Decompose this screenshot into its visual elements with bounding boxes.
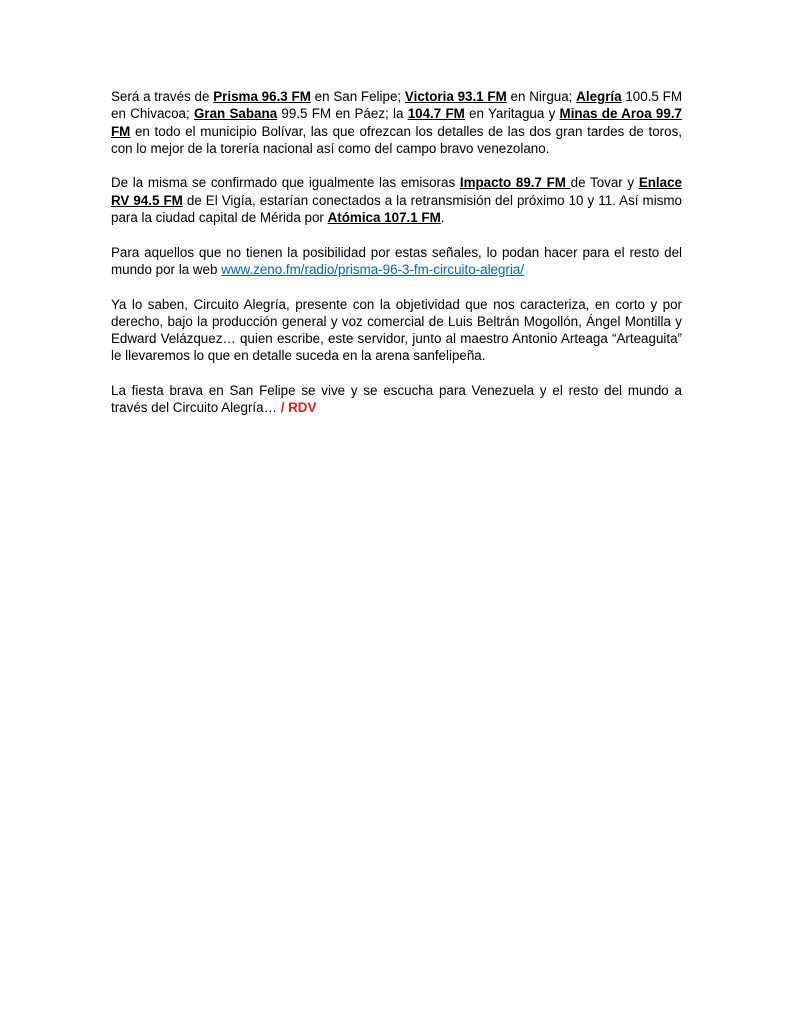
station-atomica: Atómica 107.1 FM <box>327 210 441 226</box>
station-gran-sabana: Gran Sabana <box>193 106 278 122</box>
paragraph-stations <box>111 88 682 157</box>
text-run: 99.5 FM en Páez; la <box>277 106 408 122</box>
station-prisma: Prisma 96.3 FM <box>213 89 311 104</box>
paragraph-web-stream <box>111 244 682 279</box>
station-alegria: Alegría <box>576 89 622 104</box>
station-impacto: Impacto 89.7 FM <box>459 175 571 191</box>
text-run: . <box>440 210 445 226</box>
text-run: en Nirgua; <box>506 89 577 104</box>
document-body <box>111 88 682 434</box>
station-104-7: 104.7 FM <box>407 106 465 122</box>
signature: / RDV <box>280 400 317 416</box>
text-run: de El Vigía, estarían conectados a la retransmisión del próximo 10 y 11. Así mismo para la ciudad capital de Mérida por <box>111 192 682 226</box>
text-run: de Tovar y <box>570 175 639 191</box>
text-run: La fiesta brava en San Felipe se vive y se escucha para Venezuela y el resto del mundo a través del Circuito Alegría… <box>111 383 682 416</box>
station-minas-de-aroa: Minas de Aroa 99.7 FM <box>111 106 682 139</box>
paragraph-confirmed-stations <box>111 174 682 226</box>
text-run: De la misma se confirmado que igualmente las emisoras <box>111 175 460 191</box>
paragraph-closing <box>111 382 682 417</box>
paragraph-production <box>111 296 682 365</box>
text-run: Ya lo saben, Circuito Alegría, presente con la objetividad que nos caracteriza, en corto y por derecho, bajo la producción general y voz comercial de Luis Beltrán Mogollón, Ángel Montilla y Edward Velázquez… quien escribe, este servidor, junto al maestro Antonio Arteaga “Arteaguita” le llevaremos lo que en detalle suceda en la arena sanfelipeña. <box>111 296 682 364</box>
station-victoria: Victoria 93.1 FM <box>404 89 507 104</box>
text-run: 100.5 FM en Chivacoa; <box>111 89 682 122</box>
station-enlace-rv: Enlace RV 94.5 FM <box>111 175 682 208</box>
text-run: Para aquellos que no tienen la posibilidad por estas señales, lo podan hacer para el resto del mundo por la web <box>111 244 682 277</box>
text-run: en San Felipe; <box>310 89 405 104</box>
text-run: en Yaritagua y <box>464 106 560 122</box>
text-run: Será a través de <box>111 89 214 104</box>
text-run: en todo el municipio Bolívar, las que ofrezcan los detalles de las dos gran tardes de toros, con lo mejor de la torería nacional así como del campo bravo venezolano. <box>111 123 682 156</box>
stream-link[interactable]: www.zeno.fm/radio/prisma-96-3-fm-circuito-alegria/ <box>221 261 525 277</box>
